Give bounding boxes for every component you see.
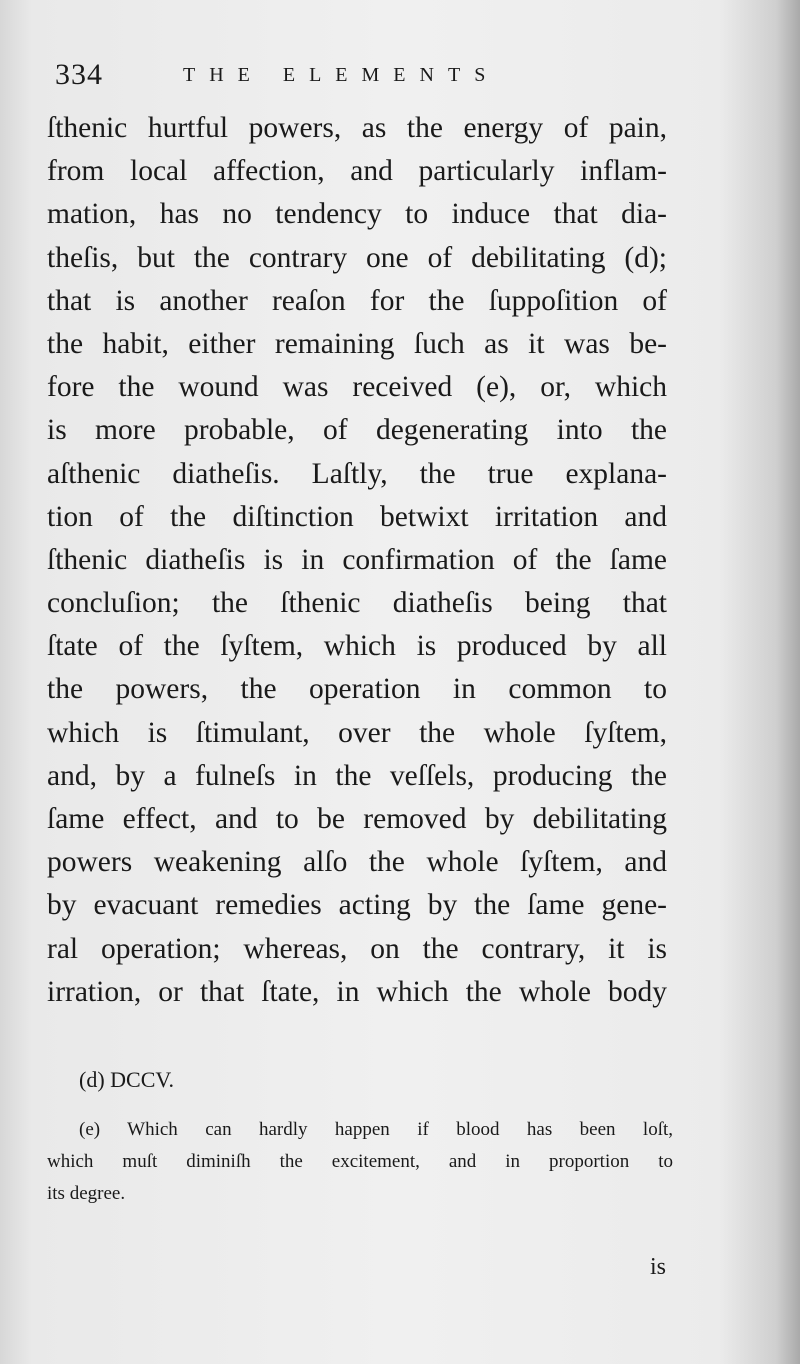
footnote-e-line: (e) Which can hardly happen if blood has been loſt,: [79, 1119, 673, 1140]
page-number: 334: [55, 58, 103, 91]
text-line: powers weakening alſo the whole ſyſtem, and: [47, 846, 667, 879]
text-line: concluſion; the ſthenic diatheſis being that: [47, 587, 667, 620]
text-line: irration, or that ſtate, in which the whole body: [47, 975, 667, 1008]
text-line: the powers, the operation in common to: [47, 673, 667, 706]
running-head: THE ELEMENTS: [183, 64, 500, 86]
footnote-d: (d) DCCV.: [79, 1067, 174, 1092]
text-line: ral operation; whereas, on the contrary, it is: [47, 932, 667, 965]
text-line: is more probable, of degenerating into the: [47, 414, 667, 447]
text-line: theſis, but the contrary one of debilitating (d);: [47, 241, 667, 274]
catchword: is: [650, 1254, 667, 1280]
footnotes: [47, 1062, 673, 1210]
footnote-e-line: its degree.: [47, 1183, 126, 1204]
text-line: which is ſtimulant, over the whole ſyſtem,: [47, 716, 667, 749]
text-line: from local affection, and particularly inflam-: [47, 155, 667, 188]
footnote-e-line: which muſt diminiſh the excitement, and in proportion to: [47, 1151, 673, 1172]
text-line: by evacuant remedies acting by the ſame gene-: [47, 889, 667, 922]
text-line: mation, has no tendency to induce that dia-: [47, 198, 667, 231]
text-line: the habit, either remaining ſuch as it was be-: [47, 327, 667, 360]
text-line: ſthenic hurtful powers, as the energy of pain,: [47, 112, 667, 144]
text-line: ſame effect, and to be removed by debilitating: [47, 803, 667, 835]
page-header: [55, 58, 655, 98]
text-line: aſthenic diatheſis. Laſtly, the true explana-: [47, 457, 667, 490]
text-line: that is another reaſon for the ſuppoſition of: [47, 284, 667, 317]
body-text: [47, 107, 667, 1014]
text-line: fore the wound was received (e), or, which: [47, 371, 667, 404]
text-line: ſtate of the ſyſtem, which is produced by all: [47, 630, 667, 663]
text-line: and, by a fulneſs in the veſſels, producing the: [47, 759, 667, 792]
text-line: ſthenic diatheſis is in confirmation of the ſame: [47, 543, 667, 576]
text-line: tion of the diſtinction betwixt irritation and: [47, 500, 667, 533]
